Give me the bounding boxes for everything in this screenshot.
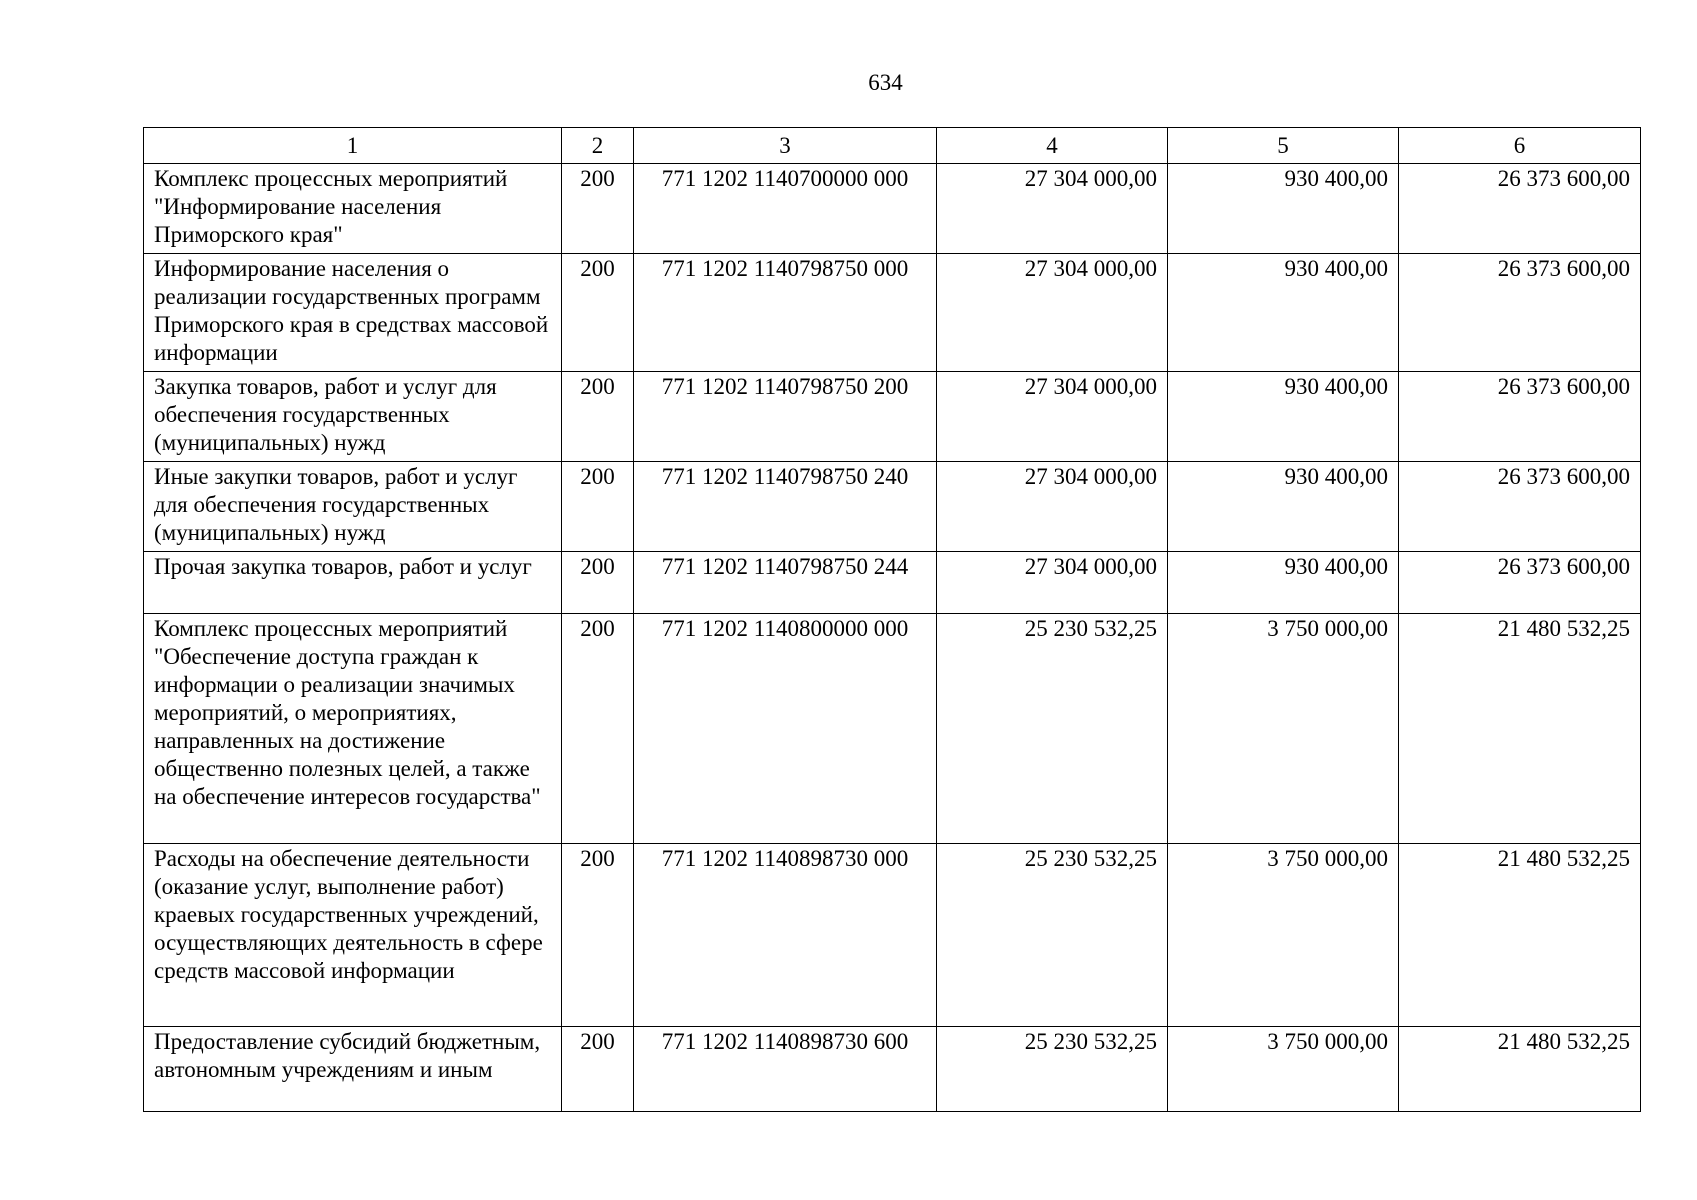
row-name-cell: Комплекс процессных мероприятий "Обеспечение доступа граждан к информации о реализации значимых мероприятий, о мероприятиях, направленных на достижение общественно полезных целей, а также на обеспечение интересов государства": [144, 614, 562, 844]
row-amount-5-cell: 930 400,00: [1168, 164, 1399, 254]
row-amount-6-cell: 21 480 532,25: [1399, 844, 1641, 1027]
page-number: 634: [868, 70, 903, 95]
table-row: [144, 1027, 1641, 1112]
row-kbk-cell: 771 1202 1140700000 000: [634, 164, 937, 254]
column-header: 5: [1168, 128, 1399, 164]
table-row: [144, 254, 1641, 372]
row-amount-6-cell: 21 480 532,25: [1399, 614, 1641, 844]
row-amount-5-cell: 930 400,00: [1168, 462, 1399, 552]
column-header: 2: [562, 128, 634, 164]
table-row: [144, 844, 1641, 1027]
budget-table: [143, 127, 1641, 1112]
row-kbk-cell: 771 1202 1140798750 240: [634, 462, 937, 552]
row-code-cell: 200: [562, 164, 634, 254]
row-amount-6-cell: 26 373 600,00: [1399, 552, 1641, 614]
row-amount-4-cell: 27 304 000,00: [937, 372, 1168, 462]
row-amount-4-cell: 25 230 532,25: [937, 1027, 1168, 1112]
table-header-row: [144, 128, 1641, 164]
row-code-cell: 200: [562, 614, 634, 844]
row-code-cell: 200: [562, 844, 634, 1027]
table-row: [144, 614, 1641, 844]
row-code-cell: 200: [562, 462, 634, 552]
row-name-cell: Закупка товаров, работ и услуг для обеспечения государственных (муниципальных) нужд: [144, 372, 562, 462]
row-amount-4-cell: 25 230 532,25: [937, 614, 1168, 844]
row-amount-6-cell: 26 373 600,00: [1399, 372, 1641, 462]
table-row: [144, 372, 1641, 462]
table-row: [144, 552, 1641, 614]
row-kbk-cell: 771 1202 1140800000 000: [634, 614, 937, 844]
row-amount-4-cell: 27 304 000,00: [937, 552, 1168, 614]
row-amount-4-cell: 27 304 000,00: [937, 462, 1168, 552]
row-amount-5-cell: 3 750 000,00: [1168, 614, 1399, 844]
row-kbk-cell: 771 1202 1140898730 000: [634, 844, 937, 1027]
row-amount-5-cell: 930 400,00: [1168, 372, 1399, 462]
row-amount-6-cell: 26 373 600,00: [1399, 164, 1641, 254]
row-amount-4-cell: 27 304 000,00: [937, 164, 1168, 254]
column-header: 1: [144, 128, 562, 164]
table-row: [144, 164, 1641, 254]
row-amount-4-cell: 27 304 000,00: [937, 254, 1168, 372]
table-row: [144, 462, 1641, 552]
row-amount-5-cell: 3 750 000,00: [1168, 844, 1399, 1027]
row-code-cell: 200: [562, 254, 634, 372]
column-header: 6: [1399, 128, 1641, 164]
row-amount-6-cell: 26 373 600,00: [1399, 462, 1641, 552]
row-name-cell: Прочая закупка товаров, работ и услуг: [144, 552, 562, 614]
row-amount-5-cell: 930 400,00: [1168, 254, 1399, 372]
row-name-cell: Предоставление субсидий бюджетным, автономным учреждениям и иным: [144, 1027, 562, 1112]
row-kbk-cell: 771 1202 1140798750 000: [634, 254, 937, 372]
row-code-cell: 200: [562, 1027, 634, 1112]
row-name-cell: Расходы на обеспечение деятельности (оказание услуг, выполнение работ) краевых государственных учреждений, осуществляющих деятельность в сфере средств массовой информации: [144, 844, 562, 1027]
row-name-cell: Комплекс процессных мероприятий "Информирование населения Приморского края": [144, 164, 562, 254]
row-kbk-cell: 771 1202 1140898730 600: [634, 1027, 937, 1112]
row-amount-6-cell: 26 373 600,00: [1399, 254, 1641, 372]
row-amount-6-cell: 21 480 532,25: [1399, 1027, 1641, 1112]
row-code-cell: 200: [562, 552, 634, 614]
row-name-cell: Иные закупки товаров, работ и услуг для обеспечения государственных (муниципальных) нужд: [144, 462, 562, 552]
row-name-cell: Информирование населения о реализации государственных программ Приморского края в средствах массовой информации: [144, 254, 562, 372]
column-header: 3: [634, 128, 937, 164]
column-header: 4: [937, 128, 1168, 164]
row-amount-5-cell: 3 750 000,00: [1168, 1027, 1399, 1112]
row-code-cell: 200: [562, 372, 634, 462]
row-amount-4-cell: 25 230 532,25: [937, 844, 1168, 1027]
row-kbk-cell: 771 1202 1140798750 244: [634, 552, 937, 614]
row-kbk-cell: 771 1202 1140798750 200: [634, 372, 937, 462]
row-amount-5-cell: 930 400,00: [1168, 552, 1399, 614]
